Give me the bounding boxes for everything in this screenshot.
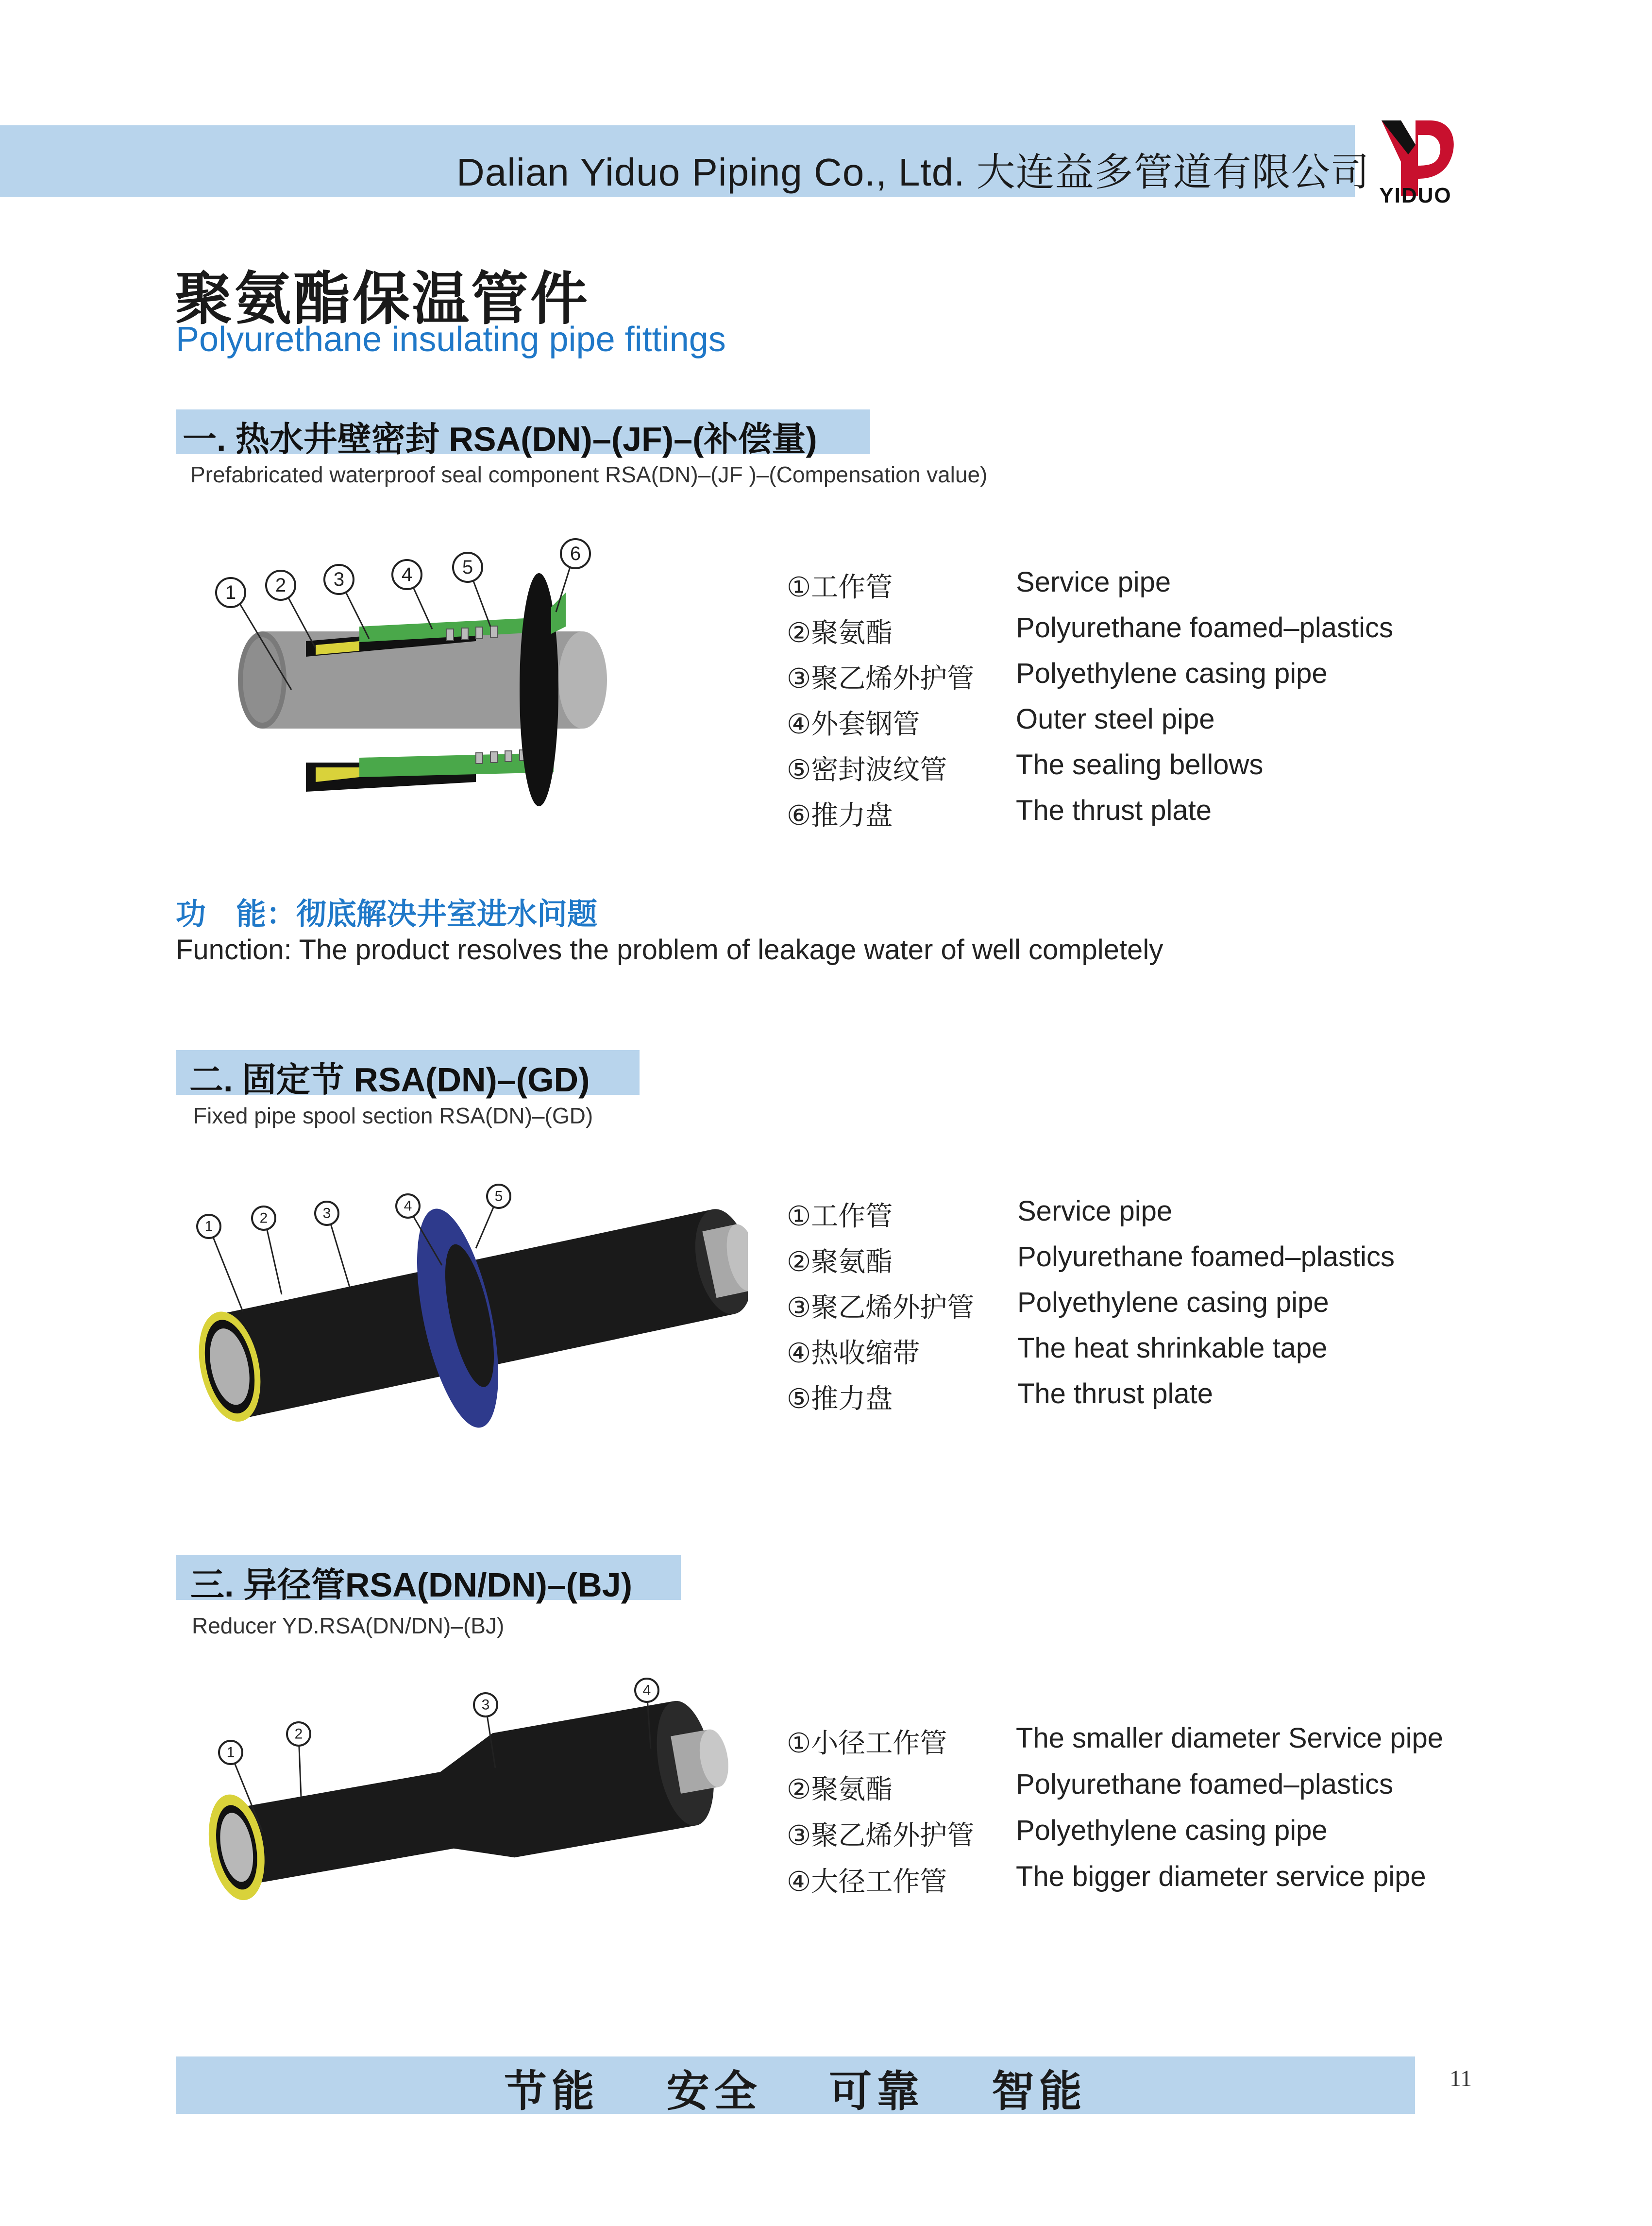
legend-3-4-en: The bigger diameter service pipe (1016, 1861, 1426, 1892)
svg-text:5: 5 (462, 557, 473, 578)
section-2-title: 二. 固定节 RSA(DN)–(GD) (189, 1061, 590, 1099)
svg-text:3: 3 (322, 1205, 331, 1222)
logo-text: YIDUO (1379, 184, 1452, 207)
page-title-en: Polyurethane insulating pipe fittings (176, 320, 726, 359)
legend-2-1-cn: ①工作管 (787, 1201, 893, 1231)
page-number: 11 (1450, 2066, 1472, 2091)
svg-text:1: 1 (225, 582, 236, 603)
legend-1-4-en: Outer steel pipe (1016, 703, 1215, 735)
legend-1-1-cn: ①工作管 (787, 572, 893, 602)
function-en: Function: The product resolves the problem of leakage water of well completely (176, 934, 1163, 966)
legend-3-3-en: Polyethylene casing pipe (1016, 1815, 1328, 1846)
legend-1-2-en: Polyurethane foamed–plastics (1016, 612, 1394, 644)
section-3-subtitle: Reducer YD.RSA(DN/DN)–(BJ) (192, 1613, 505, 1638)
legend-2-3-cn: ③聚乙烯外护管 (787, 1292, 975, 1323)
legend-3-2-cn: ②聚氨酯 (787, 1774, 893, 1804)
legend-3-2-en: Polyurethane foamed–plastics (1016, 1768, 1394, 1800)
svg-text:1: 1 (204, 1218, 213, 1235)
legend-1-6-cn: ⑥推力盘 (787, 800, 893, 831)
svg-text:3: 3 (481, 1697, 490, 1713)
page-title-cn: 聚氨酯保温管件 (175, 267, 590, 331)
section-1-subtitle: Prefabricated waterproof seal component RSA(DN)–(JF )–(Compensation value) (190, 462, 988, 487)
svg-text:4: 4 (404, 1198, 412, 1214)
legend-2-4-en: The heat shrinkable tape (1017, 1332, 1328, 1364)
reducer-illustration (194, 1671, 738, 1923)
legend-3-1-en: The smaller diameter Service pipe (1016, 1722, 1444, 1754)
legend-1-5-cn: ⑤密封波纹管 (787, 754, 947, 785)
legend-2-2-cn: ②聚氨酯 (787, 1246, 893, 1277)
legend-1-1-en: Service pipe (1016, 566, 1171, 598)
svg-text:2: 2 (259, 1210, 268, 1226)
svg-text:2: 2 (294, 1726, 303, 1742)
legend-1-6-en: The thrust plate (1016, 795, 1212, 826)
function-cn: 功 能：彻底解决井室进水问题 (176, 898, 598, 931)
legend-1-2-cn: ②聚氨酯 (787, 617, 893, 648)
legend-3-4-cn: ④大径工作管 (787, 1866, 947, 1897)
footer-slogan: 节能 安全 可靠 智能 (504, 2066, 1087, 2116)
section-3-title: 三. 异径管RSA(DN/DN)–(BJ) (190, 1566, 632, 1604)
legend-1-3-cn: ③聚乙烯外护管 (787, 663, 975, 694)
legend-1-3-en: Polyethylene casing pipe (1016, 658, 1328, 689)
legend-2-2-en: Polyurethane foamed–plastics (1017, 1241, 1395, 1273)
svg-text:4: 4 (401, 564, 413, 585)
svg-text:5: 5 (494, 1188, 503, 1205)
svg-text:3: 3 (333, 569, 345, 590)
legend-1-4-cn: ④外套钢管 (787, 709, 920, 739)
legend-2-3-en: Polyethylene casing pipe (1017, 1287, 1329, 1318)
waterproof-seal-illustration (204, 529, 641, 869)
svg-text:6: 6 (570, 543, 581, 564)
legend-2-5-en: The thrust plate (1017, 1378, 1213, 1410)
section-2-subtitle: Fixed pipe spool section RSA(DN)–(GD) (193, 1103, 593, 1128)
fixed-spool-illustration (185, 1166, 748, 1438)
company-name: Dalian Yiduo Piping Co., Ltd. 大连益多管道有限公司 (456, 151, 1370, 194)
legend-1-5-en: The sealing bellows (1016, 749, 1264, 781)
legend-2-4-cn: ④热收缩带 (787, 1338, 920, 1368)
legend-2-1-en: Service pipe (1017, 1195, 1173, 1227)
svg-text:2: 2 (275, 575, 287, 596)
legend-3-3-cn: ③聚乙烯外护管 (787, 1820, 975, 1851)
legend-2-5-cn: ⑤推力盘 (787, 1383, 893, 1414)
legend-3-1-cn: ①小径工作管 (787, 1728, 947, 1758)
svg-text:1: 1 (226, 1744, 235, 1761)
section-1-title: 一. 热水井壁密封 RSA(DN)–(JF)–(补偿量) (183, 420, 817, 458)
svg-text:4: 4 (642, 1682, 651, 1699)
